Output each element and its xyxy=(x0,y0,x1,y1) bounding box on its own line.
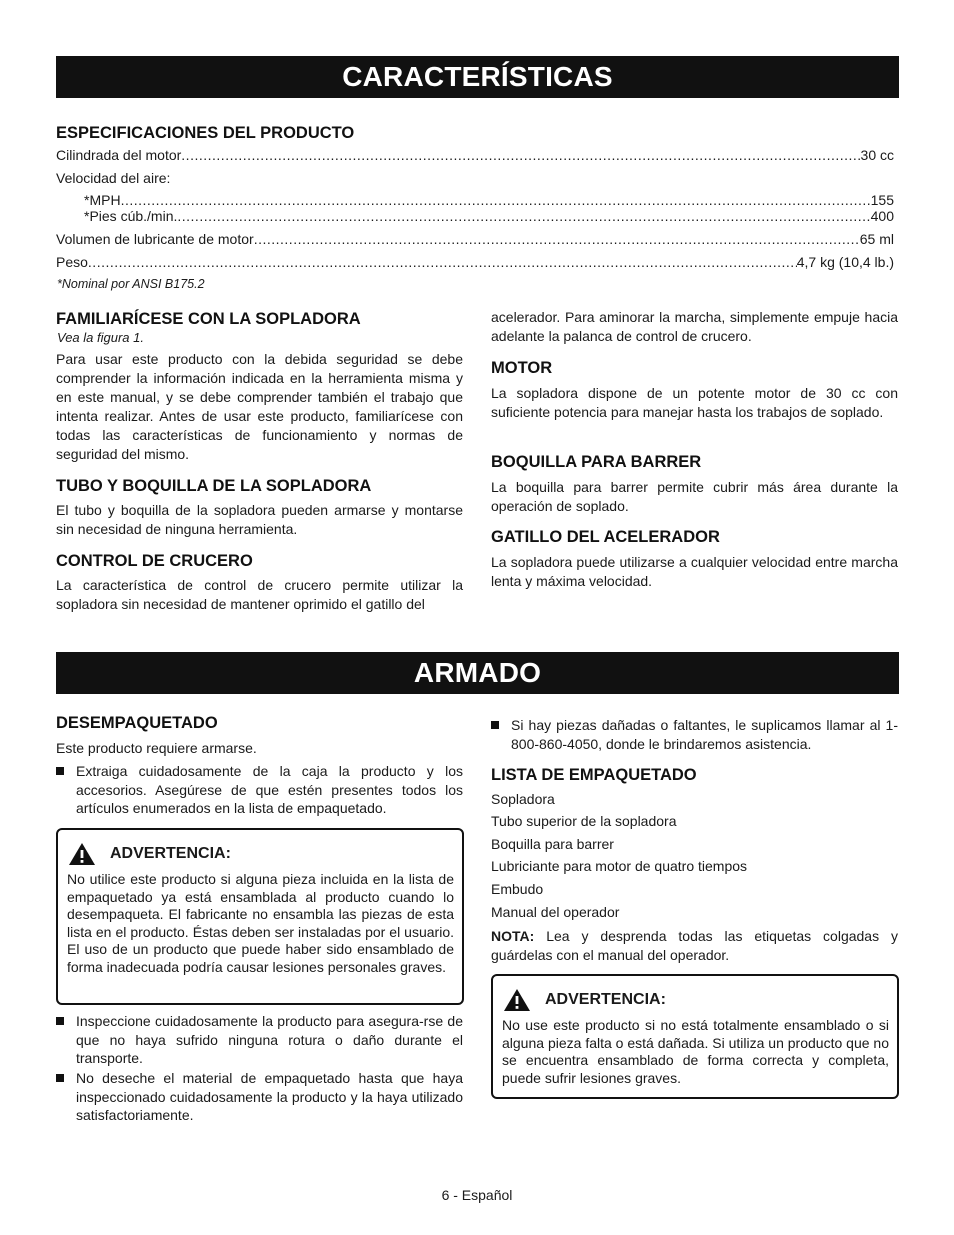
warning-body: No utilice este producto si alguna pieza incluida en la lista de empaquetado ya está ensamblada al producto cuando lo desempaqueta. El fabricante no ensambla las piezas de esta lista en el producto. Éstas deben ser instaladas por el usuario. El uso de un producto que puede haber sido ensamblado de forma inadecuada podría causar lesiones personales graves. xyxy=(67,871,454,975)
spec-value: 155 xyxy=(870,192,894,208)
spec-value: 30 cc xyxy=(860,147,894,163)
spec-label: Volumen de lubricante de motor xyxy=(56,231,254,247)
warning-header xyxy=(68,842,231,866)
spec-value: 4,7 kg (10,4 lb.) xyxy=(796,254,894,270)
spec-row-pies xyxy=(84,208,894,224)
spec-row-velocidad xyxy=(56,170,894,186)
bullet-text: Inspeccione cuidadosamente la producto para asegura-rse de que no haya sufrido ninguna rotura o daño durante el transporte. xyxy=(76,1013,463,1066)
leader-dots xyxy=(121,192,871,208)
spec-row-mph xyxy=(84,192,894,208)
boquilla-body: La boquilla para barrer permite cubrir más área durante la operación de soplado. xyxy=(491,479,898,514)
warning-triangle-icon xyxy=(503,988,531,1012)
control-body-continued: acelerador. Para aminorar la marcha, simplemente empuje hacia adelante la palanca de control de crucero. xyxy=(491,309,898,344)
leader-dots xyxy=(88,254,797,270)
gatillo-heading: GATILLO DEL ACELERADOR xyxy=(491,528,720,546)
section-banner-caracteristicas: CARACTERÍSTICAS xyxy=(56,56,899,98)
gatillo-body: La sopladora puede utilizarse a cualquier velocidad entre marcha lenta y máxima velocidad. xyxy=(491,554,898,589)
bullet-item xyxy=(56,1069,463,1125)
spec-footnote: *Nominal por ANSI B175.2 xyxy=(57,277,205,291)
familiarice-heading: FAMILIARÍCESE CON LA SOPLADORA xyxy=(56,310,361,328)
bullet-text: Si hay piezas dañadas o faltantes, le suplicamos llamar al 1-800-860-4050, donde le brindaremos asistencia. xyxy=(511,717,898,752)
spec-label: Peso xyxy=(56,254,88,270)
bullet-item xyxy=(56,1012,463,1068)
list-item: Embudo xyxy=(491,881,544,897)
warning-box xyxy=(56,828,464,1005)
warning-body: No use este producto si no está totalmente ensamblado o si alguna pieza falta o está dañada. Si utiliza un producto que no se encuentra ensamblado de forma correcta y completa, puede sufrir lesiones graves. xyxy=(502,1017,889,1086)
warning-triangle-icon xyxy=(68,842,96,866)
spec-row-volumen xyxy=(56,231,894,247)
lista-nota xyxy=(491,927,898,965)
list-item: Sopladora xyxy=(491,791,555,807)
nota-text: Lea y desprenda todas las etiquetas colgadas y guárdelas con el manual del operador. xyxy=(491,928,898,963)
bullet-item xyxy=(491,716,898,753)
nota-label: NOTA: xyxy=(491,928,535,944)
warning-box xyxy=(491,974,899,1099)
motor-heading: MOTOR xyxy=(491,359,553,377)
spec-row-cilindrada xyxy=(56,147,894,163)
specs-heading: ESPECIFICACIONES DEL PRODUCTO xyxy=(56,124,355,142)
bullet-square-icon xyxy=(56,1017,64,1025)
tubo-heading: TUBO Y BOQUILLA DE LA SOPLADORA xyxy=(56,477,372,495)
desempaquetado-intro: Este producto requiere armarse. xyxy=(56,740,257,756)
section-banner-armado: ARMADO xyxy=(56,652,899,694)
boquilla-heading: BOQUILLA PARA BARRER xyxy=(491,453,702,471)
bullet-square-icon xyxy=(491,721,499,729)
bullet-square-icon xyxy=(56,1074,64,1082)
spec-value: 400 xyxy=(870,208,894,224)
list-item: Manual del operador xyxy=(491,904,620,920)
lista-heading: LISTA DE EMPAQUETADO xyxy=(491,766,697,784)
list-item: Tubo superior de la sopladora xyxy=(491,813,677,829)
spec-label: *Pies cúb./min. xyxy=(84,208,178,224)
leader-dots xyxy=(181,147,860,163)
leader-dots xyxy=(254,231,860,247)
bullet-square-icon xyxy=(56,767,64,775)
tubo-body: El tubo y boquilla de la sopladora pueden armarse y montarse sin necesidad de ninguna herramienta. xyxy=(56,502,463,537)
leader-dots xyxy=(177,208,870,224)
list-item: Lubriciante para motor de quatro tiempos xyxy=(491,858,748,874)
warning-title: ADVERTENCIA: xyxy=(545,991,666,1008)
familiarice-body: Para usar este producto con la debida seguridad se debe comprender la información indicada en la herramienta misma y en este manual, y se debe comprender también el trabajo que intenta realizar. Antes de usar este producto, familiarícese con todas las características de funcionamiento y normas de seguridad del mismo. xyxy=(56,351,463,462)
warning-title: ADVERTENCIA: xyxy=(110,845,231,862)
motor-body: La sopladora dispone de un potente motor de 30 cc con suficiente potencia para manejar hasta los trabajos de soplado. xyxy=(491,385,898,420)
bullet-item xyxy=(56,762,463,818)
spec-value: 65 ml xyxy=(859,231,894,247)
spec-row-peso xyxy=(56,254,894,270)
list-item: Boquilla para barrer xyxy=(491,836,614,852)
spec-label: Cilindrada del motor xyxy=(56,147,182,163)
control-heading: CONTROL DE CRUCERO xyxy=(56,552,253,570)
spec-label: *MPH xyxy=(84,192,121,208)
bullet-text: No deseche el material de empaquetado hasta que haya inspeccionado cuidadosamente la producto y la haya utilizado satisfactoriamente. xyxy=(76,1070,463,1123)
spec-label: Velocidad del aire: xyxy=(56,170,171,186)
page-footer: 6 - Español xyxy=(441,1187,513,1203)
warning-header xyxy=(503,988,666,1012)
bullet-text: Extraiga cuidadosamente de la caja la producto y los accesorios. Asegúrese de que estén presentes todos los artículos enumerados en la lista de empaquetado. xyxy=(76,763,463,816)
control-body: La característica de control de crucero permite utilizar la sopladora sin necesidad de mantener oprimido el gatillo del xyxy=(56,577,463,612)
desempaquetado-heading: DESEMPAQUETADO xyxy=(56,714,218,732)
figure-reference: Vea la figura 1. xyxy=(57,330,144,345)
